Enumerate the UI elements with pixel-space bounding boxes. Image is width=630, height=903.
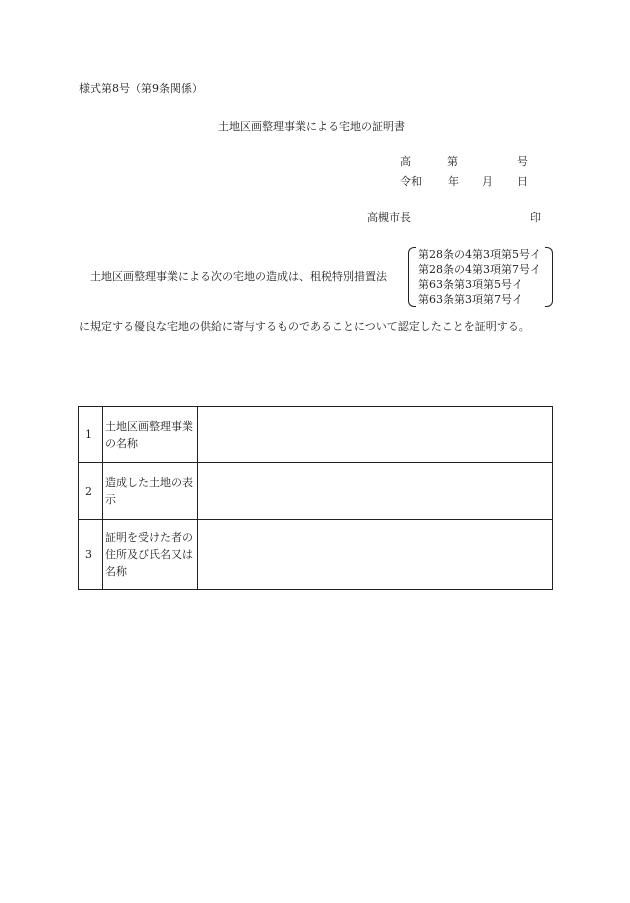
- date-month: 月: [482, 175, 493, 188]
- form-label: 様式第8号（第9条関係）: [79, 82, 203, 95]
- law-article-1: 第28条の4第3項第5号イ: [418, 248, 541, 261]
- left-brace: [408, 247, 416, 307]
- row-label: 証明を受けた者の住所及び氏名又は名称: [103, 520, 198, 590]
- row-label: 土地区画整理事業の名称: [103, 407, 198, 463]
- row-label: 造成した土地の表示: [103, 463, 198, 520]
- table-row: [79, 520, 553, 590]
- law-article-4: 第63条第3項第7号イ: [418, 293, 523, 306]
- seal-mark: 印: [530, 211, 541, 224]
- date-day: 日: [517, 175, 528, 188]
- row-number: 1: [79, 407, 103, 463]
- table-row: [79, 407, 553, 463]
- number-prefix: 高: [400, 155, 411, 168]
- number-go: 号: [517, 155, 528, 168]
- law-article-3: 第63条第3項第5号イ: [418, 278, 523, 291]
- row-value-field[interactable]: [198, 520, 553, 590]
- date-year: 年: [448, 175, 459, 188]
- table-row: [79, 463, 553, 520]
- issuer-name: 高槻市長: [367, 211, 411, 224]
- row-number: 2: [79, 463, 103, 520]
- date-era: 令和: [400, 175, 422, 188]
- law-article-2: 第28条の4第3項第7号イ: [418, 263, 541, 276]
- certificate-number-line: [0, 156, 630, 170]
- row-number: 3: [79, 520, 103, 590]
- body-text-continuation: に規定する優良な宅地の供給に寄与するものであることについて認定したことを証明する。: [79, 320, 530, 333]
- number-dai: 第: [447, 155, 458, 168]
- row-value-field[interactable]: [198, 407, 553, 463]
- row-value-field[interactable]: [198, 463, 553, 520]
- issue-date-line: [0, 176, 630, 190]
- document-title: 土地区画整理事業による宅地の証明書: [218, 120, 405, 133]
- certificate-table: [78, 406, 553, 590]
- body-text-lead: 土地区画整理事業による次の宅地の造成は、租税特別措置法: [90, 270, 387, 283]
- right-brace: [545, 247, 553, 307]
